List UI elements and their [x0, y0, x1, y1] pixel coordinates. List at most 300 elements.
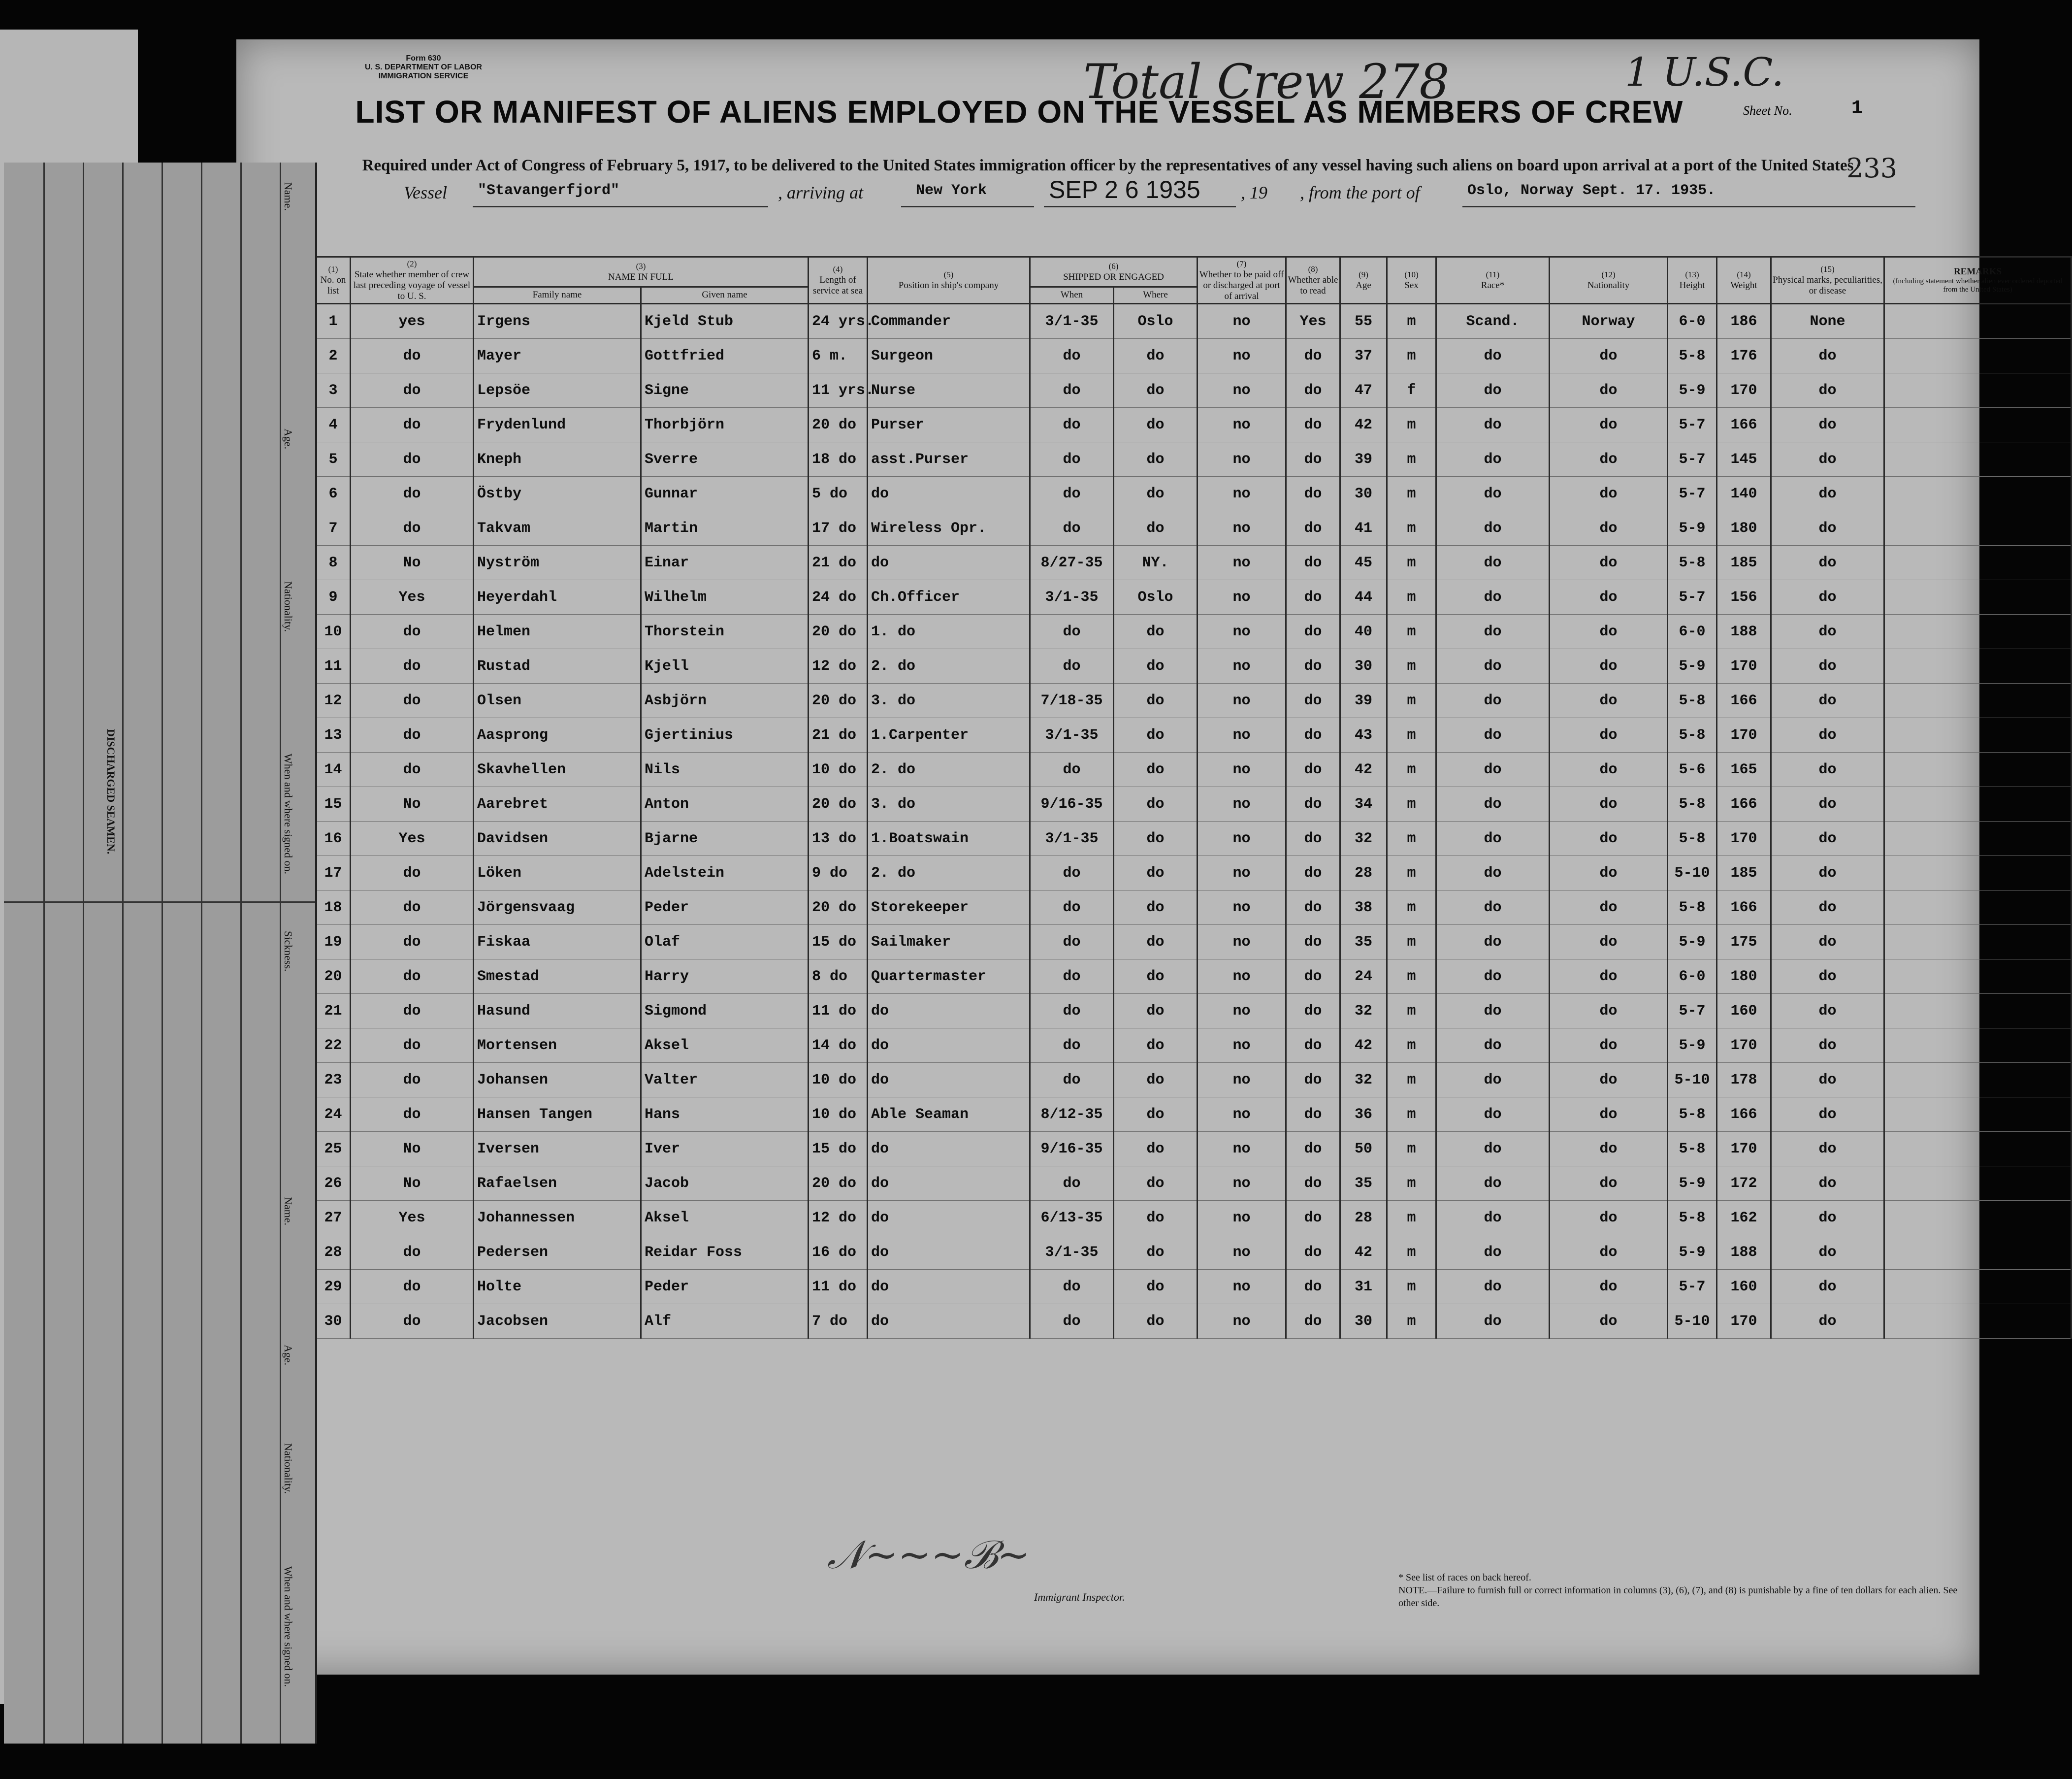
cell-weight: 185: [1717, 856, 1771, 890]
cell-where: Oslo: [1114, 580, 1198, 615]
cell-nat: do: [1550, 1166, 1668, 1201]
cell-where: do: [1114, 753, 1198, 787]
cell-read: do: [1286, 959, 1340, 994]
cell-prev: do: [351, 925, 474, 959]
cell-given: Reidar Foss: [641, 1235, 809, 1270]
cell-no: 11: [316, 649, 351, 684]
cell-sex: m: [1387, 753, 1436, 787]
cell-remarks: [1884, 1235, 2072, 1270]
cell-read: do: [1286, 511, 1340, 546]
cell-height: 5-10: [1668, 1304, 1717, 1339]
cell-sex: m: [1387, 890, 1436, 925]
cell-age: 28: [1340, 1201, 1387, 1235]
cell-service: 20 do: [809, 787, 868, 822]
cell-weight: 160: [1717, 1270, 1771, 1304]
cell-paid: no: [1198, 1097, 1286, 1132]
cell-weight: 180: [1717, 511, 1771, 546]
cell-height: 5-9: [1668, 649, 1717, 684]
cell-age: 28: [1340, 856, 1387, 890]
table-row: [316, 477, 2072, 511]
cell-sex: m: [1387, 856, 1436, 890]
table-row: [316, 890, 2072, 925]
col-position: (5) Position in ship's company: [868, 257, 1030, 304]
cell-no: 7: [316, 511, 351, 546]
handwritten-corner-note: 1 U.S.C.: [1625, 49, 1784, 95]
cell-height: 5-10: [1668, 856, 1717, 890]
cell-sex: m: [1387, 442, 1436, 477]
cell-marks: do: [1771, 959, 1884, 994]
cell-position: asst.Purser: [868, 442, 1030, 477]
cell-service: 24 do: [809, 580, 868, 615]
cell-where: do: [1114, 718, 1198, 753]
cell-paid: no: [1198, 1028, 1286, 1063]
cell-race: do: [1436, 718, 1550, 753]
cell-family: Frydenlund: [474, 408, 641, 442]
cell-given: Asbjörn: [641, 684, 809, 718]
vessel-line: [404, 176, 1979, 212]
cell-family: Jörgensvaag: [474, 890, 641, 925]
cell-given: Jacob: [641, 1166, 809, 1201]
cell-given: Nils: [641, 753, 809, 787]
cell-height: 5-7: [1668, 408, 1717, 442]
cell-given: Iver: [641, 1132, 809, 1166]
table-row: [316, 959, 2072, 994]
cell-race: do: [1436, 615, 1550, 649]
cell-no: 21: [316, 994, 351, 1028]
cell-race: do: [1436, 684, 1550, 718]
cell-remarks: [1884, 925, 2072, 959]
cell-marks: do: [1771, 718, 1884, 753]
cell-height: 5-6: [1668, 753, 1717, 787]
cell-prev: Yes: [351, 580, 474, 615]
table-row: [316, 822, 2072, 856]
cell-height: 5-9: [1668, 1235, 1717, 1270]
col-height: (13) Height: [1668, 257, 1717, 304]
cell-position: Commander: [868, 304, 1030, 339]
cell-race: do: [1436, 442, 1550, 477]
cell-race: do: [1436, 994, 1550, 1028]
cell-family: Pedersen: [474, 1235, 641, 1270]
cell-age: 30: [1340, 1304, 1387, 1339]
cell-where: do: [1114, 373, 1198, 408]
cell-nat: do: [1550, 925, 1668, 959]
inspector-signature: 𝒩~~~ℬ~: [827, 1532, 1030, 1578]
cell-remarks: [1884, 1270, 2072, 1304]
cell-service: 20 do: [809, 408, 868, 442]
col-read: (8) Whether able to read: [1286, 257, 1340, 304]
cell-height: 5-7: [1668, 580, 1717, 615]
table-row: [316, 1304, 2072, 1339]
cell-race: do: [1436, 753, 1550, 787]
cell-position: do: [868, 994, 1030, 1028]
cell-position: Storekeeper: [868, 890, 1030, 925]
cell-sex: m: [1387, 580, 1436, 615]
page-title: LIST OR MANIFEST OF ALIENS EMPLOYED ON THE VESSEL AS MEMBERS OF CREW: [355, 94, 1684, 130]
form-department: U. S. DEPARTMENT OF LABOR: [365, 63, 482, 71]
cell-read: do: [1286, 546, 1340, 580]
cell-prev: do: [351, 615, 474, 649]
stamp-number: 233: [1846, 153, 1898, 184]
handwritten-total-crew: Total Crew 278: [1083, 54, 1450, 109]
cell-given: Harry: [641, 959, 809, 994]
cell-nat: do: [1550, 890, 1668, 925]
cell-remarks: [1884, 1201, 2072, 1235]
cell-when: 3/1-35: [1030, 718, 1114, 753]
cell-given: Aksel: [641, 1028, 809, 1063]
cell-prev: do: [351, 442, 474, 477]
cell-where: do: [1114, 684, 1198, 718]
cell-read: do: [1286, 994, 1340, 1028]
cell-remarks: [1884, 1097, 2072, 1132]
cell-height: 5-8: [1668, 1201, 1717, 1235]
cell-position: do: [868, 1166, 1030, 1201]
cell-when: 8/12-35: [1030, 1097, 1114, 1132]
cell-position: do: [868, 1063, 1030, 1097]
cell-nat: do: [1550, 994, 1668, 1028]
table-row: [316, 1132, 2072, 1166]
cell-position: 2. do: [868, 856, 1030, 890]
page-subtitle: Required under Act of Congress of February 5, 1917, to be delivered to the United States immigration officer by the representatives of any vessel having such aliens on board upon arrival at a port of the United States: [362, 157, 1854, 174]
cell-weight: 162: [1717, 1201, 1771, 1235]
cell-read: do: [1286, 1304, 1340, 1339]
cell-read: do: [1286, 787, 1340, 822]
cell-read: do: [1286, 649, 1340, 684]
cell-sex: m: [1387, 546, 1436, 580]
cell-position: Sailmaker: [868, 925, 1030, 959]
cell-prev: do: [351, 649, 474, 684]
cell-service: 12 do: [809, 1201, 868, 1235]
cell-paid: no: [1198, 615, 1286, 649]
cell-read: do: [1286, 1270, 1340, 1304]
cell-weight: 156: [1717, 580, 1771, 615]
cell-marks: do: [1771, 787, 1884, 822]
cell-remarks: [1884, 753, 2072, 787]
cell-sex: m: [1387, 477, 1436, 511]
cell-family: Helmen: [474, 615, 641, 649]
cell-age: 39: [1340, 442, 1387, 477]
cell-race: do: [1436, 890, 1550, 925]
table-body: [316, 304, 2072, 1339]
cell-where: do: [1114, 1166, 1198, 1201]
cell-nat: do: [1550, 1304, 1668, 1339]
cell-age: 42: [1340, 1028, 1387, 1063]
side-label-age-2: Age.: [282, 1345, 294, 1366]
cell-read: Yes: [1286, 304, 1340, 339]
cell-height: 5-8: [1668, 339, 1717, 373]
cell-when: do: [1030, 959, 1114, 994]
table-row: [316, 753, 2072, 787]
cell-sex: m: [1387, 1028, 1436, 1063]
table-row: [316, 1097, 2072, 1132]
cell-given: Valter: [641, 1063, 809, 1097]
cell-height: 5-7: [1668, 1270, 1717, 1304]
cell-given: Thorbjörn: [641, 408, 809, 442]
cell-family: Irgens: [474, 304, 641, 339]
cell-where: do: [1114, 1132, 1198, 1166]
cell-service: 11 do: [809, 994, 868, 1028]
sheet-label: Sheet No.: [1743, 103, 1792, 118]
cell-read: do: [1286, 408, 1340, 442]
cell-paid: no: [1198, 925, 1286, 959]
cell-age: 30: [1340, 649, 1387, 684]
col-sex: (10) Sex: [1387, 257, 1436, 304]
cell-race: do: [1436, 1201, 1550, 1235]
cell-where: do: [1114, 994, 1198, 1028]
cell-age: 38: [1340, 890, 1387, 925]
cell-marks: do: [1771, 615, 1884, 649]
cell-paid: no: [1198, 580, 1286, 615]
cell-age: 39: [1340, 684, 1387, 718]
cell-age: 41: [1340, 511, 1387, 546]
cell-race: do: [1436, 787, 1550, 822]
cell-paid: no: [1198, 787, 1286, 822]
cell-given: Gjertinius: [641, 718, 809, 753]
table-row: [316, 1063, 2072, 1097]
cell-weight: 170: [1717, 718, 1771, 753]
cell-age: 36: [1340, 1097, 1387, 1132]
cell-service: 10 do: [809, 753, 868, 787]
cell-when: 7/18-35: [1030, 684, 1114, 718]
cell-weight: 178: [1717, 1063, 1771, 1097]
cell-age: 24: [1340, 959, 1387, 994]
cell-age: 45: [1340, 546, 1387, 580]
cell-when: 3/1-35: [1030, 304, 1114, 339]
footer-note-fine: NOTE.—Failure to furnish full or correct information in columns (3), (6), (7), and (8) is punishable by a fine of ten dollars for each alien. See other side.: [1398, 1585, 1958, 1609]
cell-nat: do: [1550, 339, 1668, 373]
table-row: [316, 1028, 2072, 1063]
cell-sex: m: [1387, 339, 1436, 373]
cell-family: Olsen: [474, 684, 641, 718]
cell-no: 8: [316, 546, 351, 580]
cell-marks: do: [1771, 1132, 1884, 1166]
cell-no: 23: [316, 1063, 351, 1097]
cell-weight: 175: [1717, 925, 1771, 959]
col-service: (4) Length of service at sea: [809, 257, 868, 304]
cell-service: 9 do: [809, 856, 868, 890]
cell-weight: 186: [1717, 304, 1771, 339]
cell-height: 6-0: [1668, 959, 1717, 994]
cell-height: 5-9: [1668, 511, 1717, 546]
cell-age: 43: [1340, 718, 1387, 753]
cell-prev: do: [351, 684, 474, 718]
cell-weight: 180: [1717, 959, 1771, 994]
cell-when: do: [1030, 994, 1114, 1028]
cell-weight: 170: [1717, 1132, 1771, 1166]
table-row: [316, 546, 2072, 580]
cell-given: Sverre: [641, 442, 809, 477]
cell-given: Einar: [641, 546, 809, 580]
cell-marks: do: [1771, 1201, 1884, 1235]
cell-given: Alf: [641, 1304, 809, 1339]
cell-age: 42: [1340, 408, 1387, 442]
cell-age: 35: [1340, 925, 1387, 959]
cell-given: Olaf: [641, 925, 809, 959]
cell-sex: m: [1387, 1304, 1436, 1339]
cell-paid: no: [1198, 649, 1286, 684]
cell-marks: do: [1771, 649, 1884, 684]
arriving-label: , arriving at: [778, 183, 864, 202]
cell-position: Wireless Opr.: [868, 511, 1030, 546]
cell-nat: do: [1550, 442, 1668, 477]
cell-no: 29: [316, 1270, 351, 1304]
cell-position: 2. do: [868, 753, 1030, 787]
cell-marks: do: [1771, 994, 1884, 1028]
cell-age: 44: [1340, 580, 1387, 615]
date-stamp: SEP 2 6 1935: [1049, 176, 1200, 203]
cell-race: do: [1436, 822, 1550, 856]
col-family-name: Family name: [474, 287, 641, 303]
cell-nat: do: [1550, 787, 1668, 822]
cell-service: 20 do: [809, 684, 868, 718]
cell-when: do: [1030, 753, 1114, 787]
cell-race: do: [1436, 339, 1550, 373]
cell-prev: do: [351, 1028, 474, 1063]
table-row: [316, 856, 2072, 890]
cell-weight: 188: [1717, 615, 1771, 649]
cell-given: Signe: [641, 373, 809, 408]
cell-nat: do: [1550, 408, 1668, 442]
table-row: [316, 580, 2072, 615]
cell-paid: no: [1198, 442, 1286, 477]
cell-paid: no: [1198, 718, 1286, 753]
cell-no: 18: [316, 890, 351, 925]
col-marks: (15) Physical marks, peculiarities, or disease: [1771, 257, 1884, 304]
col-name: (3) NAME IN FULL: [474, 257, 809, 287]
cell-read: do: [1286, 339, 1340, 373]
table-row: [316, 304, 2072, 339]
cell-weight: 188: [1717, 1235, 1771, 1270]
cell-family: Davidsen: [474, 822, 641, 856]
cell-family: Takvam: [474, 511, 641, 546]
cell-position: 3. do: [868, 787, 1030, 822]
cell-no: 17: [316, 856, 351, 890]
footer-note-races: * See list of races on back hereof.: [1398, 1572, 1531, 1583]
cell-service: 21 do: [809, 546, 868, 580]
cell-where: do: [1114, 1097, 1198, 1132]
cell-nat: do: [1550, 684, 1668, 718]
cell-weight: 170: [1717, 649, 1771, 684]
cell-given: Peder: [641, 1270, 809, 1304]
cell-race: do: [1436, 649, 1550, 684]
cell-height: 5-7: [1668, 994, 1717, 1028]
cell-family: Smestad: [474, 959, 641, 994]
cell-marks: do: [1771, 925, 1884, 959]
cell-nat: do: [1550, 511, 1668, 546]
cell-no: 30: [316, 1304, 351, 1339]
cell-service: 20 do: [809, 615, 868, 649]
arriving-port: New York: [916, 182, 987, 199]
cell-service: 10 do: [809, 1097, 868, 1132]
cell-service: 5 do: [809, 477, 868, 511]
cell-weight: 166: [1717, 787, 1771, 822]
cell-no: 20: [316, 959, 351, 994]
cell-height: 5-9: [1668, 925, 1717, 959]
cell-position: do: [868, 477, 1030, 511]
cell-when: 9/16-35: [1030, 1132, 1114, 1166]
cell-prev: No: [351, 787, 474, 822]
cell-weight: 170: [1717, 1304, 1771, 1339]
manifest-sheet: [236, 39, 2063, 1675]
cell-height: 6-0: [1668, 304, 1717, 339]
cell-weight: 170: [1717, 1028, 1771, 1063]
cell-race: Scand.: [1436, 304, 1550, 339]
cell-no: 10: [316, 615, 351, 649]
cell-paid: no: [1198, 1270, 1286, 1304]
cell-prev: do: [351, 718, 474, 753]
cell-position: do: [868, 1235, 1030, 1270]
cell-height: 5-8: [1668, 718, 1717, 753]
cell-height: 5-7: [1668, 477, 1717, 511]
cell-remarks: [1884, 1166, 2072, 1201]
cell-age: 42: [1340, 1235, 1387, 1270]
cell-family: Heyerdahl: [474, 580, 641, 615]
cell-when: do: [1030, 373, 1114, 408]
cell-remarks: [1884, 580, 2072, 615]
cell-read: do: [1286, 1201, 1340, 1235]
cell-nat: do: [1550, 546, 1668, 580]
cell-service: 12 do: [809, 649, 868, 684]
cell-prev: do: [351, 1270, 474, 1304]
cell-read: do: [1286, 1166, 1340, 1201]
col-paid-off: (7) Whether to be paid off or discharged at port of arrival: [1198, 257, 1286, 304]
cell-read: do: [1286, 442, 1340, 477]
cell-marks: do: [1771, 753, 1884, 787]
cell-position: Able Seaman: [868, 1097, 1030, 1132]
cell-where: Oslo: [1114, 304, 1198, 339]
form-header: [350, 54, 497, 81]
cell-age: 42: [1340, 753, 1387, 787]
cell-marks: do: [1771, 890, 1884, 925]
cell-remarks: [1884, 959, 2072, 994]
cell-race: do: [1436, 546, 1550, 580]
cell-where: do: [1114, 1235, 1198, 1270]
cell-read: do: [1286, 615, 1340, 649]
cell-nat: do: [1550, 1132, 1668, 1166]
cell-given: Anton: [641, 787, 809, 822]
table-row: [316, 1166, 2072, 1201]
col-where: Where: [1114, 287, 1198, 303]
cell-prev: do: [351, 477, 474, 511]
cell-no: 12: [316, 684, 351, 718]
table-row: [316, 1235, 2072, 1270]
cell-where: do: [1114, 408, 1198, 442]
cell-sex: m: [1387, 994, 1436, 1028]
cell-family: Mortensen: [474, 1028, 641, 1063]
col-given-name: Given name: [641, 287, 809, 303]
cell-marks: do: [1771, 1304, 1884, 1339]
cell-marks: do: [1771, 373, 1884, 408]
cell-nat: do: [1550, 856, 1668, 890]
cell-age: 50: [1340, 1132, 1387, 1166]
cell-sex: m: [1387, 1132, 1436, 1166]
cell-no: 9: [316, 580, 351, 615]
cell-prev: do: [351, 1304, 474, 1339]
sheet-number: 1: [1851, 98, 1863, 119]
cell-family: Johansen: [474, 1063, 641, 1097]
cell-when: do: [1030, 511, 1114, 546]
table-row: [316, 787, 2072, 822]
cell-read: do: [1286, 718, 1340, 753]
cell-given: Kjeld Stub: [641, 304, 809, 339]
cell-given: Gottfried: [641, 339, 809, 373]
cell-service: 15 do: [809, 925, 868, 959]
cell-given: Hans: [641, 1097, 809, 1132]
table-row: [316, 649, 2072, 684]
cell-age: 37: [1340, 339, 1387, 373]
cell-no: 24: [316, 1097, 351, 1132]
cell-nat: do: [1550, 1097, 1668, 1132]
cell-weight: 185: [1717, 546, 1771, 580]
